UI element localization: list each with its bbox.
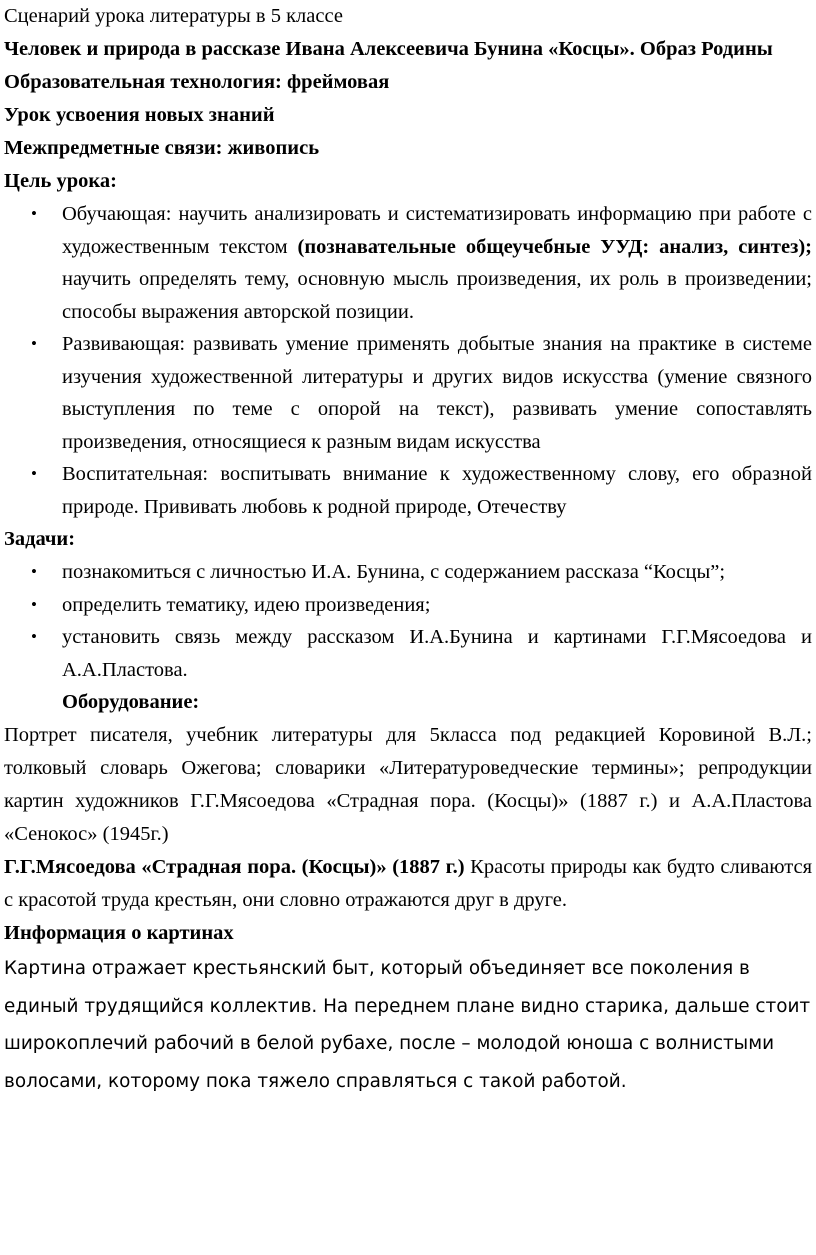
painting-title: Г.Г.Мясоедова «Страдная пора. (Косцы)» (1887 г.) [4,856,465,878]
task-item: • определить тематику, идею произведения; [4,589,812,622]
task-item: • установить связь между рассказом И.А.Бунина и картинами Г.Г.Мясоедова и А.А.Пластова. [4,621,812,686]
task-item: • познакомиться с личностью И.А. Бунина, с содержанием рассказа “Косцы”; [4,556,812,589]
interdisciplinary-line: Межпредметные связи: живопись [4,137,320,159]
technology-line: Образовательная технология: фреймовая [4,71,390,93]
lesson-type-line: Урок усвоения новых знаний [4,104,275,126]
equipment-heading: Оборудование: [62,691,200,713]
painting-description: Красоты природы как будто сливаются с красотой труда крестьян, они словно отражаются друг в друге. [4,856,812,911]
equipment-text: Портрет писателя, учебник литературы для 5класса под редакцией Коровиной В.Л.; толковый словарь Ожегова; словарики «Литературоведческие термины»; репродукции картин художников Г.Г.Мясоедова «Страдная пора. (Косцы)» (1887 г.) и А.А.Пластова «Сенокос» (1945г.) [4,724,812,845]
goals-list [4,198,812,523]
painting-paragraph [4,851,812,917]
info-text: Картина отражает крестьянский быт, который объединяет все поколения в единый трудящийся коллектив. На переднем плане видно старика, дальше стоит широкоплечий рабочий в белой рубахе, после – молодой юноша с волнистыми волосами, которому пока тяжело справляться с такой работой. [4,958,811,1092]
goal-item: • Обучающая: научить анализировать и систематизировать информацию при работе с художественным текстом (познавательные общеучебные УУД: анализ, синтез); научить определять тему, основную мысль произведения, их роль в произведении; способы выражения авторской позиции. [4,198,812,328]
info-heading: Информация о картинах [4,922,234,944]
tasks-heading: Задачи: [4,528,76,550]
lesson-subtitle: Сценарий урока литературы в 5 классе [4,5,343,27]
goal-item: • Развивающая: развивать умение применять добытые знания на практике в системе изучения художественной литературы и других видов искусства (умение связного выступления по теме с опорой на текст), развивать умение сопоставлять произведения, относящиеся к разным видам искусства [4,328,812,458]
lesson-title: Человек и природа в рассказе Ивана Алексеевича Бунина «Косцы». Образ Родины [4,38,773,60]
goal-item: • Воспитательная: воспитывать внимание к художественному слову, его образной природе. Прививать любовь к родной природе, Отечеству [4,458,812,523]
tasks-list [4,556,812,686]
goal-heading: Цель урока: [4,170,117,192]
